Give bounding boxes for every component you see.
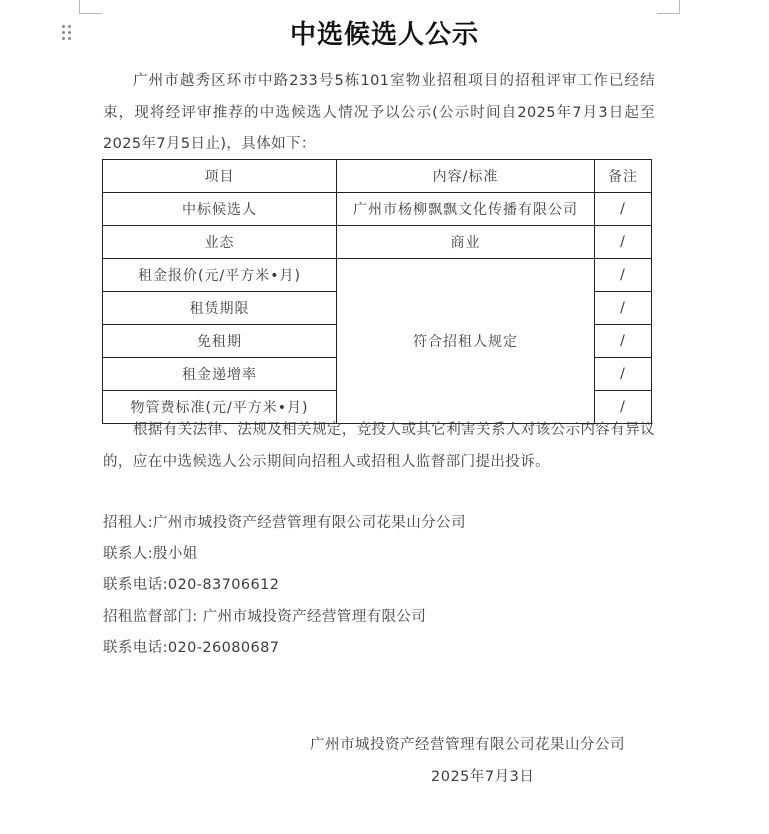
supervisor-phone-line: 联系电话:020-26080687 bbox=[103, 640, 280, 656]
objection-notice: 根据有关法律、法规及相关规定，竞投人或其它利害关系人对该公示内容有异议的，应在中选候选人公示期间向招租人或招租人监督部门提出投诉。 bbox=[103, 422, 655, 470]
row-item: 物管费标准(元/平方米•月) bbox=[103, 391, 337, 424]
row-item: 租赁期限 bbox=[103, 292, 337, 325]
lessor-phone-line: 联系电话:020-83706612 bbox=[103, 577, 280, 593]
signature-organization: 广州市城投资产经营管理有限公司花果山分公司 bbox=[310, 737, 625, 753]
page-corner-mark-top-right bbox=[657, 0, 680, 14]
header-note: 备注 bbox=[595, 160, 652, 193]
header-content: 内容/标准 bbox=[337, 160, 595, 193]
row-item: 业态 bbox=[103, 226, 337, 259]
row-content: 广州市杨柳飘飘文化传播有限公司 bbox=[337, 193, 595, 226]
table-row bbox=[103, 193, 652, 226]
table-row bbox=[103, 259, 652, 292]
table-header-row bbox=[103, 160, 652, 193]
page-corner-mark-top-left bbox=[79, 0, 102, 14]
row-item: 租金递增率 bbox=[103, 358, 337, 391]
row-note: / bbox=[595, 193, 652, 226]
candidate-table bbox=[102, 159, 652, 424]
signature-date: 2025年7月3日 bbox=[431, 769, 535, 785]
merged-content-cell: 符合招租人规定 bbox=[337, 259, 595, 424]
document-title: 中选候选人公示 bbox=[289, 20, 479, 50]
intro-paragraph: 广州市越秀区环市中路233号5栋101室物业招租项目的招租评审工作已经结束，现将经评审推荐的中选候选人情况予以公示(公示时间自2025年7月3日起至 2025年7月5日止)，具体如下： bbox=[103, 73, 655, 152]
row-item: 免租期 bbox=[103, 325, 337, 358]
header-item: 项目 bbox=[103, 160, 337, 193]
table-row bbox=[103, 226, 652, 259]
row-note: / bbox=[595, 259, 652, 292]
row-note: / bbox=[595, 292, 652, 325]
lessor-line: 招租人:广州市城投资产经营管理有限公司花果山分公司 bbox=[103, 515, 466, 531]
row-content: 商业 bbox=[337, 226, 595, 259]
contact-person-line: 联系人:殷小姐 bbox=[103, 546, 198, 562]
row-item: 中标候选人 bbox=[103, 193, 337, 226]
row-note: / bbox=[595, 226, 652, 259]
row-note: / bbox=[595, 325, 652, 358]
row-note: / bbox=[595, 358, 652, 391]
supervisor-line: 招租监督部门: 广州市城投资产经营管理有限公司 bbox=[103, 609, 427, 625]
row-note: / bbox=[595, 391, 652, 424]
row-item: 租金报价(元/平方米•月) bbox=[103, 259, 337, 292]
